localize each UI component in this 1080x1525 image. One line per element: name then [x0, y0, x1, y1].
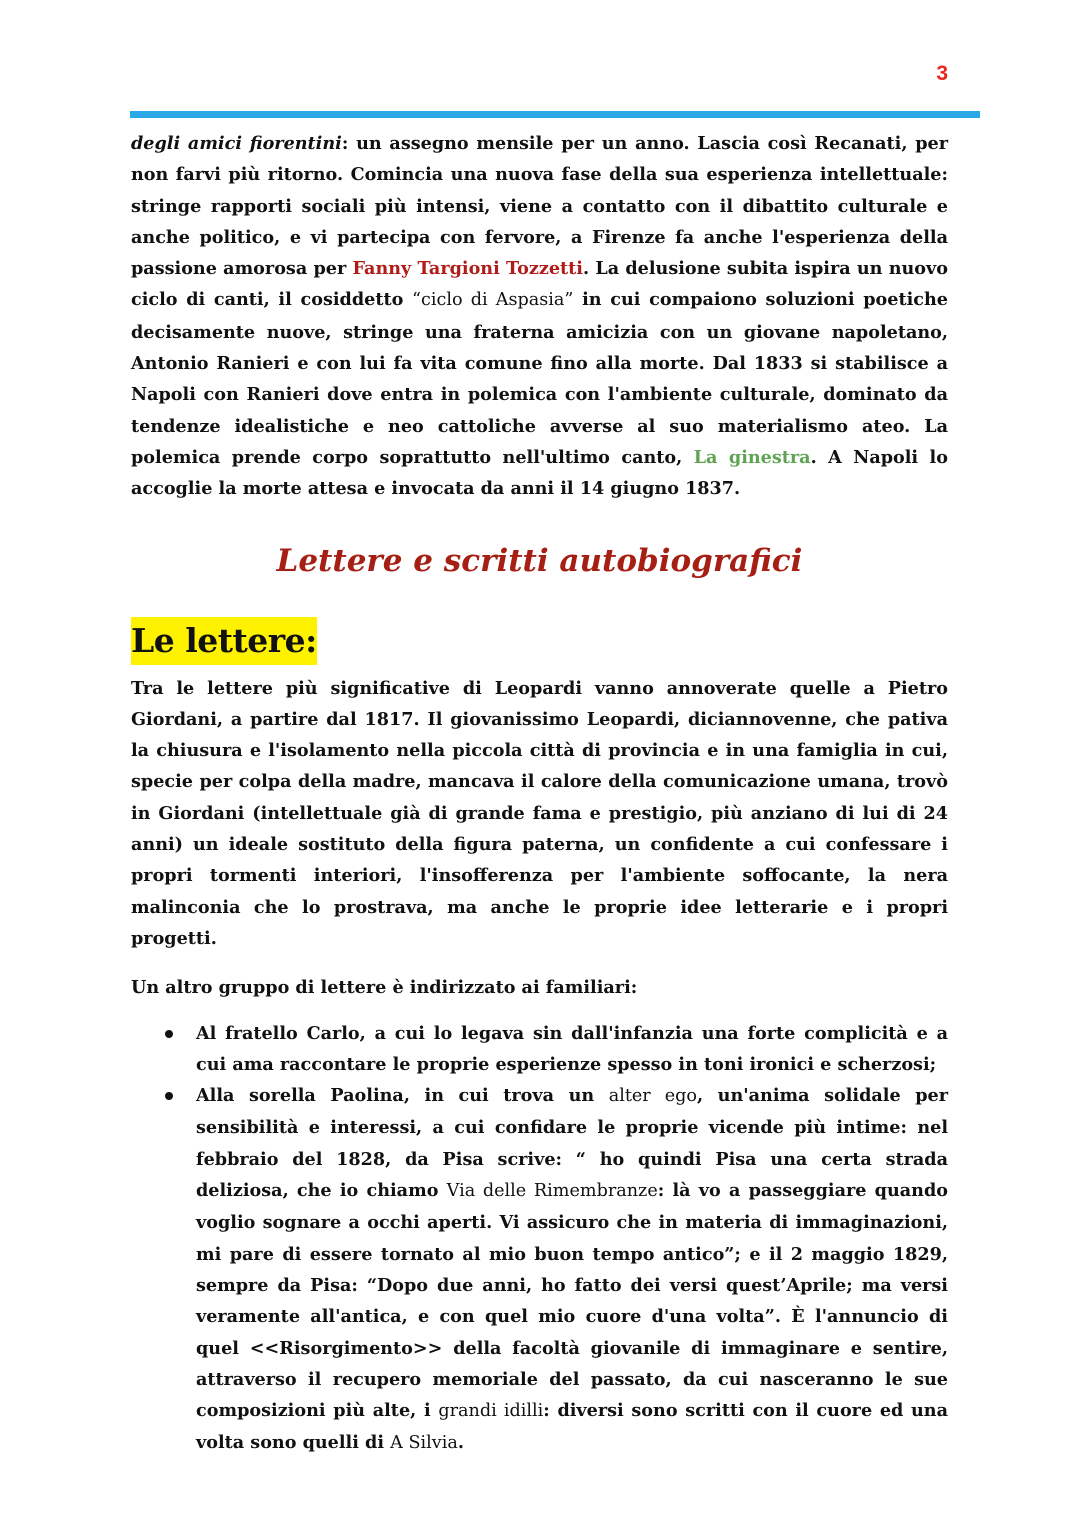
bullet-icon: [165, 1092, 173, 1100]
text-run: : là vo a passeggiare quando voglio sognare a occhi aperti. Vi assicuro che in materia di immaginazioni, mi pare di essere tornato al mio buon tempo antico”; e il 2 maggio 1829, sempre da Pisa: “Dopo due anni, ho fatto dei versi quest’Aprile; ma versi veramente all'antica, e con quel mio cuore d'una volta”. È l'annuncio di quel <<Risorgimento>> della facoltà giovanile di immaginare e sentire, attraverso il recupero memoriale del passato, da cui nasceranno le sue composizioni più alte, i: [196, 1180, 948, 1422]
bullet-icon: [165, 1030, 173, 1038]
text-run: .: [457, 1432, 464, 1454]
list-item-text: Al fratello Carlo, a cui lo legava sin dall'infanzia una forte complicità e a cui ama raccontare le proprie esperienze spesso in toni ironici e scherzosi;: [196, 1022, 948, 1075]
list-item: [196, 1080, 948, 1460]
page-content: [131, 128, 948, 1460]
biography-continuation-paragraph: [131, 128, 948, 505]
person-name-link: Fanny Targioni Tozzetti: [352, 258, 583, 280]
top-rule: [130, 111, 980, 118]
text-run: . La delusione subita ispira un nuovo ciclo di canti, il cosiddetto: [131, 258, 948, 311]
familiari-paragraph: Un altro gruppo di lettere è indirizzato ai familiari:: [131, 977, 638, 999]
list-item: [196, 1018, 948, 1081]
giordani-paragraph: Tra le lettere più significative di Leopardi vanno annoverate quelle a Pietro Giordani, a partire dal 1817. Il giovanissimo Leopardi, diciannovenne, che pativa la chiusura e l'isolamento nella piccola città di provincia e in una famiglia in cui, specie per colpa della madre, mancava il calore della comunicazione umana, trovò in Giordani (intellettuale già di grande fama e prestigio, più anziano di lui di 24 anni) un ideale sostituto della figura paterna, un confidente a cui confessare i propri tormenti interiori, l'insofferenza per l'ambiente soffocante, la nera malinconia che lo prostrava, ma anche le proprie idee letterarie e i propri progetti.: [131, 677, 948, 949]
text-run: A Silvia: [390, 1433, 458, 1454]
text-run: : un assegno mensile per un anno. Lascia così Recanati, per non farvi più ritorno. Comincia una nuova fase della sua esperienza intellettuale: stringe rapporti sociali più intensi, viene a contatto con il dibattito culturale e anche politico, e vi partecipa con fervore, a Firenze fa anche l'esperienza della passione amorosa per: [131, 133, 948, 280]
highlighted-subheading: Le lettere:: [131, 617, 317, 665]
text-run: , un'anima solidale per sensibilità e interessi, a cui confidare le proprie vicende più intime: nel febbraio del 1828, da Pisa scrive: “ ho quindi Pisa una certa strada deliziosa, che io chiamo: [196, 1085, 948, 1202]
page-number: 3: [936, 62, 948, 85]
section-title: Lettere e scritti autobiografici: [276, 542, 803, 579]
text-run: alter ego: [608, 1086, 697, 1107]
text-run: “ciclo di Aspasia”: [412, 290, 574, 311]
text-run: : diversi sono scritti con il cuore ed una volta sono quelli di: [196, 1400, 948, 1454]
text-run: Alla sorella Paolina, in cui trova un: [196, 1085, 609, 1107]
work-title-link: La ginestra: [693, 446, 811, 468]
text-run: grandi idilli: [438, 1401, 544, 1422]
text-run: . A Napoli lo accoglie la morte attesa e invocata da anni il 14 giugno 1837.: [131, 446, 948, 500]
bullet-list: [131, 1018, 948, 1460]
text-run: Via delle Rimembranze: [446, 1181, 658, 1202]
text-run: degli amici fiorentini: [131, 133, 342, 154]
text-run: in cui compaiono soluzioni poetiche decisamente nuove, stringe una fraterna amicizia con un giovane napoletano, Antonio Ranieri e con lui fa vita comune fino alla morte. Dal 1833 si stabilisce a Napoli con Ranieri dove entra in polemica con l'ambiente culturale, dominato da tendenze idealistiche e neo cattoliche avverse al suo materialismo ateo. La polemica prende corpo soprattutto nell'ultimo canto,: [131, 289, 948, 468]
